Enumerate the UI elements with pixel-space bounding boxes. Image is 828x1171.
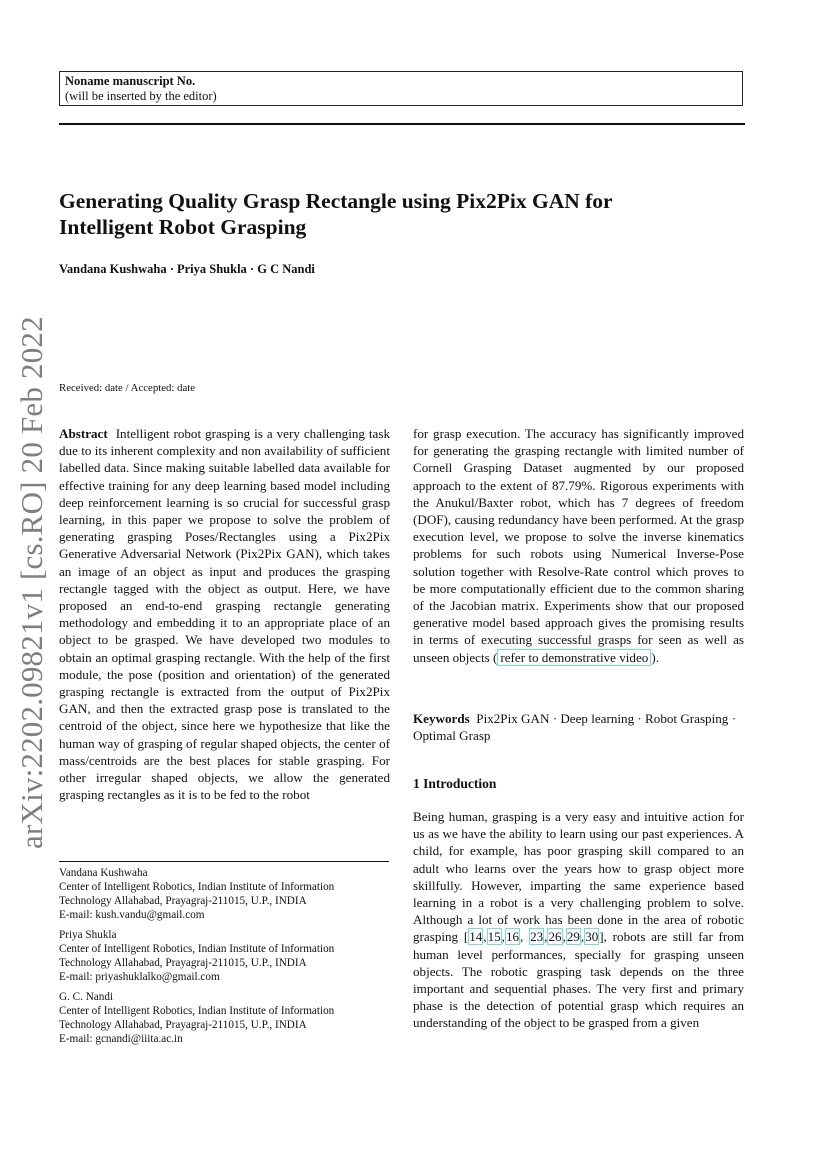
citation-link[interactable]: 29 xyxy=(566,929,580,945)
intro-text-2: ], robots are still far from human level performances, specially for grasping unseen objects. The robotic grasping task depends on the three important and sequential phases. The very first and primary phase is the detection of potential grasp which requires an understanding of the object to be grasped from a given xyxy=(413,929,745,1031)
section-heading-introduction: 1 Introduction xyxy=(413,776,497,791)
keywords xyxy=(413,710,744,744)
affiliation-line: Center of Intelligent Robotics, Indian Institute of Information xyxy=(59,943,335,955)
affiliation-3 xyxy=(59,990,399,1046)
keywords-label: Keywords xyxy=(413,711,470,726)
citation-link[interactable]: 14 xyxy=(469,929,483,945)
affiliation-1 xyxy=(59,866,399,922)
abstract-end: ). xyxy=(651,649,659,665)
affiliation-email: E-mail: gcnandi@iiita.ac.in xyxy=(59,1033,183,1045)
citation-link[interactable]: 23 xyxy=(530,929,544,945)
demo-video-link[interactable]: refer to demonstrative video xyxy=(497,649,651,666)
citation-link[interactable]: 30 xyxy=(585,929,599,945)
abstract-left-column xyxy=(59,425,390,803)
abstract-label: Abstract xyxy=(59,426,108,441)
affiliation-2 xyxy=(59,928,399,984)
affiliation-email: E-mail: kush.vandu@gmail.com xyxy=(59,909,205,921)
editor-note: (will be inserted by the editor) xyxy=(65,89,217,103)
paper-title xyxy=(59,188,749,240)
title-line-1: Generating Quality Grasp Rectangle using Pix2Pix GAN for xyxy=(59,189,613,213)
manuscript-number: Noname manuscript No. xyxy=(65,74,196,88)
abstract-text-left: Intelligent robot grasping is a very challenging task due to its inherent complexity and non availability of sufficient labelled data. Since making suitable labelled data available for effective training for any deep learning based model including deep reinforcement learning is so crucial for successful grasp learning, in this paper we propose to solve the problem of generating grasping Poses/Rectangles using a Pix2Pix Generative Adversarial Network (Pix2Pix GAN), which takes an image of an object as input and produces the grasping rectangle tagged with the object as output. Here, we have proposed an end-to-end grasping rectangle generating methodology and embedding it to an appropriate place of an object to be grasped. We have developed two modules to obtain an optimal grasping rectangle. With the help of the first module, the pose (position and orientation) of the generated grasping rectangle is extracted from the output of Pix2Pix GAN, and then the extracted grasp pose is translated to the centroid of the object, since here we hypothesize that like the human way of grasping of regular shaped objects, the center of mass/centroids are the best places for stable grasping. For other irregular shaped objects, we allow the generated grasping rectangles as it is to be fed to the robot xyxy=(59,426,391,803)
affiliation-line: Center of Intelligent Robotics, Indian Institute of Information xyxy=(59,881,335,893)
introduction-text: Being human, grasping is a very easy and intuitive action for us as we have the ability to learn using our past experiences. A child, for example, has poor grasping skill compared to an adult who learns over the years how to grasp object more skillfully. However, imparting the same experience based learning in a robot is a very challenging problem to solve. Although a lot of work has been done in the area of robotic grasping [14,15,16, 23,26,29,30], robots are still far from human level performances, specially for grasping unseen objects. The robotic grasping task depends on the three important and sequential phases. The very first and primary phase is the detection of potential grasp which requires an understanding of the object to be grasped from a given xyxy=(413,809,745,1031)
received-date: Received: date / Accepted: date xyxy=(59,382,196,394)
affiliation-name: Vandana Kushwaha xyxy=(59,867,148,879)
affiliation-line: Center of Intelligent Robotics, Indian Institute of Information xyxy=(59,1005,335,1017)
citation-link[interactable]: 26 xyxy=(548,929,562,945)
abstract-text-right: for grasp execution. The accuracy has significantly improved for generating the grasping rectangle with limited number of Cornell Grasping Dataset augmented by our proposed approach to the extent of 87.79%. Rigorous experiments with the Anukul/Baxter robot, which has 7 degrees of freedom (DOF), causing redundancy have been performed. At the grasp execution level, we propose to solve the inverse kinematics problems for such robots using Numerical Inverse-Pose solution together with Resolve-Rate control which proves to be more computationally efficient due to the common sharing of the Jacobian matrix. Experiments show that our proposed generative model based approach gives the promising results in terms of executing successful grasps for seen as well as unseen objects ( xyxy=(413,426,744,665)
editor-note-box xyxy=(59,71,743,106)
citation-link[interactable]: 15 xyxy=(487,929,501,945)
affiliation-name: Priya Shukla xyxy=(59,929,117,941)
affiliation-line: Technology Allahabad, Prayagraj-211015, U.P., INDIA xyxy=(59,895,307,907)
arxiv-stamp: arXiv:2202.09821v1 [cs.RO] 20 Feb 2022 xyxy=(14,316,49,849)
affiliation-name: G. C. Nandi xyxy=(59,991,114,1003)
footnote-rule xyxy=(59,861,389,862)
affiliation-line: Technology Allahabad, Prayagraj-211015, U.P., INDIA xyxy=(59,1019,307,1031)
affiliation-email: E-mail: priyashuklalko@gmail.com xyxy=(59,971,220,983)
author-list: Vandana Kushwaha · Priya Shukla · G C Nandi xyxy=(59,262,315,276)
keywords-text: Pix2Pix GAN · Deep learning · Robot Grasping · Optimal Grasp xyxy=(413,711,736,744)
affiliation-line: Technology Allahabad, Prayagraj-211015, U.P., INDIA xyxy=(59,957,307,969)
intro-text-1: Being human, grasping is a very easy and intuitive action for us as we have the ability to learn using our past experiences. A child, for example, has poor grasping skill compared to an adult who learns over the years how to grasp object more skillfully. However, imparting the same experience based learning in a robot is a very challenging problem to solve. Although a lot of work has been done in the area of robotic grasping [ xyxy=(413,809,744,945)
abstract-right-column xyxy=(413,425,744,666)
header-rule xyxy=(59,123,745,125)
title-line-2: Intelligent Robot Grasping xyxy=(59,215,307,239)
citation-link[interactable]: 16 xyxy=(505,929,520,945)
